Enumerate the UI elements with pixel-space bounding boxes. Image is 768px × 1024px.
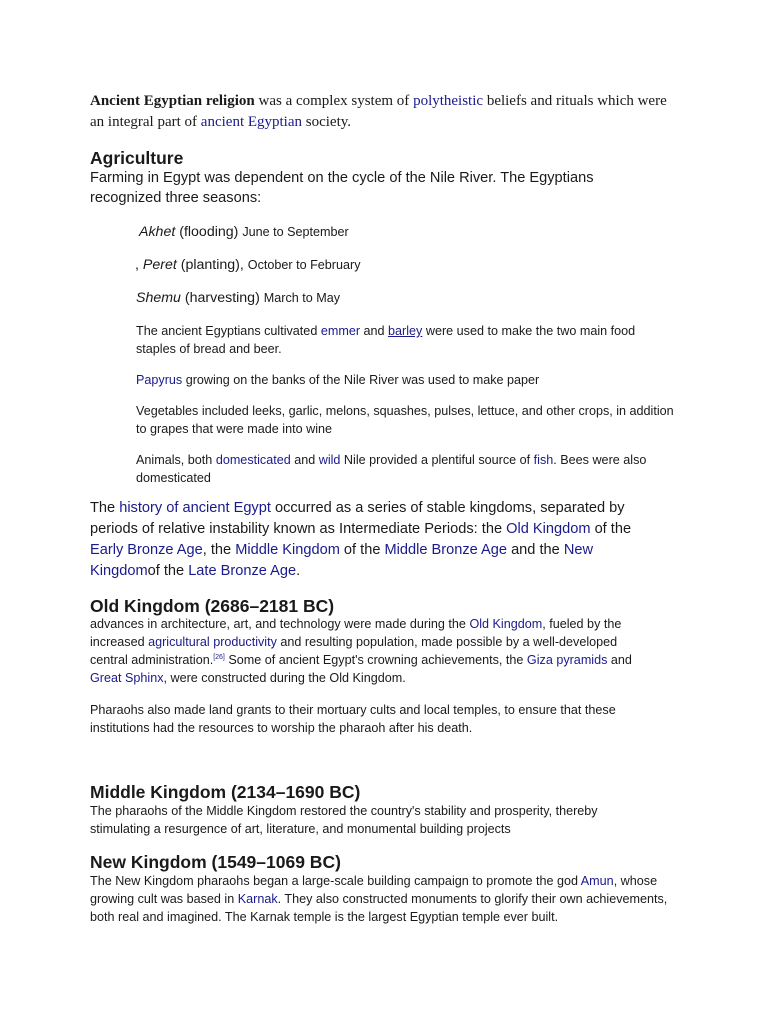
link-ancient-egyptian[interactable]: ancient Egyptian	[200, 114, 303, 130]
text: (harvesting)	[180, 290, 264, 306]
link-new-kingdom[interactable]: New Kingdom	[90, 542, 594, 579]
link-emmer[interactable]: emmer	[320, 324, 361, 338]
link-fish[interactable]: fish	[533, 453, 554, 467]
text: was a complex system of	[254, 93, 414, 109]
heading-agriculture: Agriculture	[90, 148, 184, 168]
season-name: Akhet	[139, 224, 176, 240]
text: . Bees were also domesticated	[136, 453, 647, 485]
season-akhet	[139, 222, 349, 242]
text: of the	[590, 521, 632, 537]
old-kingdom-paragraph	[90, 615, 655, 687]
season-name: Peret	[142, 257, 177, 273]
text: Some of ancient Egypt's crowning achievements, the	[224, 653, 527, 667]
link-middle-kingdom[interactable]: Middle Kingdom	[235, 542, 340, 558]
vegetables-paragraph: Vegetables included leeks, garlic, melons, squashes, pulses, lettuce, and other crops, in addition to grapes that were made into wine	[136, 404, 674, 436]
link-polytheistic[interactable]: polytheistic	[413, 93, 484, 109]
intro-paragraph	[90, 91, 680, 133]
text: The ancient Egyptians cultivated	[136, 324, 321, 338]
text: , whose growing cult was based in	[90, 874, 658, 906]
text: (flooding)	[175, 224, 243, 240]
season-dates: March to May	[263, 291, 341, 305]
text: beliefs and rituals which were an integral part of	[90, 93, 667, 130]
papyrus-paragraph	[136, 371, 676, 389]
season-peret	[135, 255, 361, 275]
text: and resulting population, made possible by a well-developed central administration.	[90, 635, 618, 667]
text: and	[360, 324, 389, 338]
link-karnak[interactable]: Karnak	[237, 892, 278, 906]
link-old-kingdom-2[interactable]: Old Kingdom	[469, 617, 543, 631]
link-giza-pyramids[interactable]: Giza pyramids	[526, 653, 608, 667]
text: advances in architecture, art, and technology were made during the	[90, 617, 470, 631]
agriculture-paragraph: Farming in Egypt was dependent on the cycle of the Nile River. The Egyptians recognized three seasons:	[90, 170, 594, 206]
text: The New Kingdom pharaohs began a large-scale building campaign to promote the god	[90, 874, 581, 888]
link-history-of-ancient-egypt[interactable]: history of ancient Egypt	[119, 500, 271, 516]
link-agricultural-productivity[interactable]: agricultural productivity	[148, 635, 277, 649]
season-shemu	[136, 288, 340, 308]
link-wild[interactable]: wild	[318, 453, 341, 467]
text: of the	[147, 563, 189, 579]
text: (planting),	[176, 257, 248, 273]
middle-kingdom-paragraph: The pharaohs of the Middle Kingdom restored the country's stability and prosperity, thereby stimulating a resurgence of art, literature, and monumental building projects	[90, 804, 598, 836]
text: were used to make the two main food staples of bread and beer.	[136, 324, 636, 356]
text: and the	[507, 542, 564, 558]
link-old-kingdom[interactable]: Old Kingdom	[506, 521, 591, 537]
text: , were constructed during the Old Kingdom.	[163, 671, 406, 685]
text: , the	[202, 542, 236, 558]
history-paragraph	[90, 498, 645, 582]
reference-link[interactable]: [26]	[213, 653, 225, 661]
text: ,	[135, 257, 143, 273]
text: and	[607, 653, 632, 667]
text: and	[290, 453, 319, 467]
text: , fueled by the increased	[90, 617, 622, 649]
link-barley[interactable]: barley	[388, 324, 423, 338]
text: occurred as a series of stable kingdoms, separated by periods of relative instability known as Intermediate Periods: the	[90, 500, 625, 537]
intro-bold: Ancient Egyptian religion	[90, 93, 255, 109]
link-early-bronze-age[interactable]: Early Bronze Age	[90, 542, 203, 558]
season-dates: October to February	[247, 258, 361, 272]
link-domesticated[interactable]: domesticated	[215, 453, 291, 467]
new-kingdom-paragraph	[90, 872, 675, 926]
text: .	[296, 563, 301, 579]
text: Nile provided a plentiful source of	[340, 453, 534, 467]
text: . They also constructed monuments to glorify their own achievements, both real and imagined. The Karnak temple is the largest Egyptian temple ever built.	[90, 892, 668, 924]
season-name: Shemu	[136, 290, 181, 306]
text: society.	[302, 114, 352, 130]
link-great-sphinx[interactable]: Great Sphinx	[90, 671, 164, 685]
link-late-bronze-age[interactable]: Late Bronze Age	[188, 563, 297, 579]
animals-paragraph	[136, 451, 676, 487]
text: of the	[339, 542, 385, 558]
link-amun[interactable]: Amun	[580, 874, 614, 888]
pharaohs-paragraph: Pharaohs also made land grants to their mortuary cults and local temples, to ensure that these institutions had the resources to worship the pharaoh after his death.	[90, 703, 616, 735]
link-middle-bronze-age[interactable]: Middle Bronze Age	[384, 542, 508, 558]
text: Animals, both	[136, 453, 216, 467]
heading-new-kingdom: New Kingdom (1549–1069 BC)	[90, 852, 341, 872]
link-papyrus[interactable]: Papyrus	[136, 373, 183, 387]
heading-old-kingdom: Old Kingdom (2686–2181 BC)	[90, 596, 335, 616]
season-dates: June to September	[242, 225, 349, 239]
text: The	[90, 500, 120, 516]
crops-paragraph	[136, 322, 676, 358]
text: growing on the banks of the Nile River was used to make paper	[182, 373, 540, 387]
heading-middle-kingdom: Middle Kingdom (2134–1690 BC)	[90, 782, 361, 802]
